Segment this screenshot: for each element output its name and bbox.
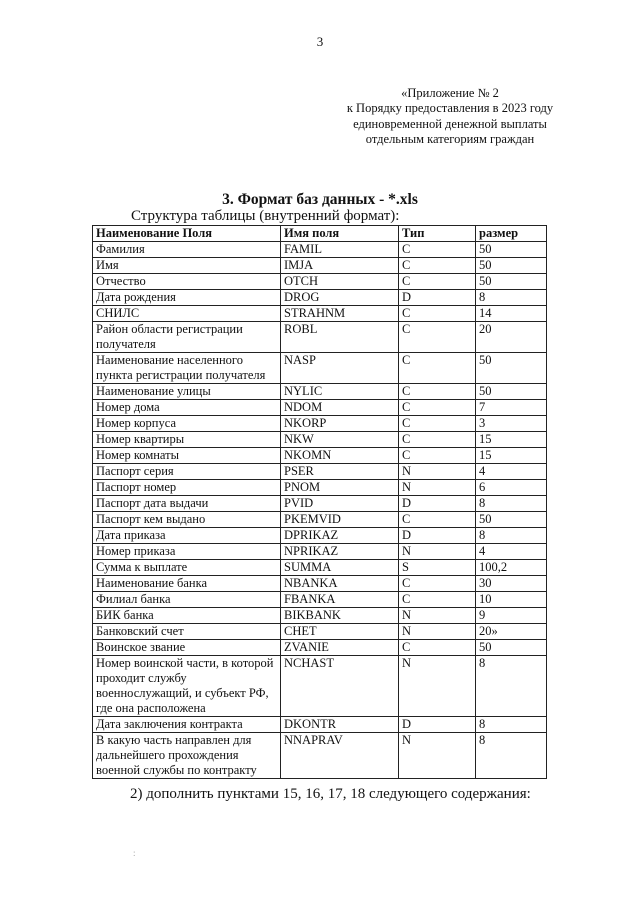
cell-field-id: NASP (281, 353, 399, 384)
cell-field-name: БИК банка (93, 608, 281, 624)
table-row (93, 353, 547, 384)
annex-line: единовременной денежной выплаты (353, 116, 547, 131)
table-row (93, 432, 547, 448)
cell-field-name: Наименование банка (93, 576, 281, 592)
table-row (93, 717, 547, 733)
cell-size: 15 (476, 432, 547, 448)
table-row (93, 640, 547, 656)
cell-field-id: IMJA (281, 258, 399, 274)
cell-field-id: NBANKA (281, 576, 399, 592)
cell-field-name: Наименование населенного пункта регистрации получателя (93, 353, 281, 384)
annex-header (330, 86, 570, 147)
table-row (93, 560, 547, 576)
cell-field-id: DKONTR (281, 717, 399, 733)
cell-field-id: NCHAST (281, 656, 399, 717)
cell-field-id: NKORP (281, 416, 399, 432)
cell-field-name: Номер дома (93, 400, 281, 416)
table-row (93, 242, 547, 258)
cell-size: 6 (476, 480, 547, 496)
cell-field-id: NDOM (281, 400, 399, 416)
cell-type: C (399, 400, 476, 416)
cell-size: 8 (476, 528, 547, 544)
cell-field-name: Паспорт серия (93, 464, 281, 480)
table-row (93, 608, 547, 624)
cell-size: 50 (476, 258, 547, 274)
cell-size: 14 (476, 306, 547, 322)
table-row (93, 512, 547, 528)
cell-field-name: Наименование улицы (93, 384, 281, 400)
cell-field-id: FAMIL (281, 242, 399, 258)
cell-type: C (399, 416, 476, 432)
table-row (93, 322, 547, 353)
cell-field-name: Воинское звание (93, 640, 281, 656)
cell-field-id: NKW (281, 432, 399, 448)
cell-size: 4 (476, 464, 547, 480)
cell-size: 7 (476, 400, 547, 416)
page-number: 3 (316, 34, 324, 49)
cell-type: C (399, 384, 476, 400)
cell-field-name: Район области регистрации получателя (93, 322, 281, 353)
cell-size: 50 (476, 274, 547, 290)
cell-size: 20 (476, 322, 547, 353)
cell-field-id: PKEMVID (281, 512, 399, 528)
cell-field-name: Дата приказа (93, 528, 281, 544)
cell-type: C (399, 274, 476, 290)
cell-field-id: PVID (281, 496, 399, 512)
table-subtitle: Структура таблицы (внутренний формат): (131, 208, 400, 224)
cell-field-name: Паспорт дата выдачи (93, 496, 281, 512)
cell-type: C (399, 242, 476, 258)
cell-field-name: Номер корпуса (93, 416, 281, 432)
cell-size: 8 (476, 290, 547, 306)
table-row (93, 624, 547, 640)
cell-type: C (399, 306, 476, 322)
table-row (93, 656, 547, 717)
amendment-text: 2) дополнить пунктами 15, 16, 17, 18 следующего содержания: (130, 786, 531, 802)
cell-field-id: OTCH (281, 274, 399, 290)
table-row (93, 576, 547, 592)
cell-field-name: Фамилия (93, 242, 281, 258)
annex-line: к Порядку предоставления в 2023 году (346, 101, 554, 116)
cell-type: N (399, 464, 476, 480)
cell-type: N (399, 608, 476, 624)
cell-field-id: NKOMN (281, 448, 399, 464)
header-field-id: Имя поля (281, 226, 399, 242)
table-row (93, 258, 547, 274)
cell-type: N (399, 624, 476, 640)
table-row (93, 544, 547, 560)
cell-type: C (399, 640, 476, 656)
cell-field-name: Филиал банка (93, 592, 281, 608)
cell-size: 50 (476, 640, 547, 656)
cell-type: C (399, 448, 476, 464)
cell-size: 8 (476, 717, 547, 733)
table-row (93, 306, 547, 322)
cell-type: D (399, 496, 476, 512)
table-row (93, 290, 547, 306)
annex-line: отдельным категориям граждан (365, 131, 535, 146)
cell-type: C (399, 353, 476, 384)
cell-field-id: FBANKA (281, 592, 399, 608)
database-format-table (92, 225, 547, 779)
cell-size: 8 (476, 733, 547, 779)
cell-field-name: СНИЛС (93, 306, 281, 322)
table-row (93, 464, 547, 480)
cell-type: C (399, 512, 476, 528)
cell-size: 9 (476, 608, 547, 624)
cell-field-name: Номер воинской части, в которой проходит службу военнослужащий, и субъект РФ, где она расположена (93, 656, 281, 717)
table-row (93, 733, 547, 779)
cell-field-id: BIKBANK (281, 608, 399, 624)
cell-field-name: Номер комнаты (93, 448, 281, 464)
cell-size: 8 (476, 496, 547, 512)
cell-field-id: SUMMA (281, 560, 399, 576)
cell-field-id: CHET (281, 624, 399, 640)
cell-field-name: Дата рождения (93, 290, 281, 306)
cell-field-id: ZVANIE (281, 640, 399, 656)
cell-field-id: NYLIC (281, 384, 399, 400)
table-row (93, 480, 547, 496)
table-row (93, 384, 547, 400)
cell-field-name: Паспорт номер (93, 480, 281, 496)
cell-type: C (399, 432, 476, 448)
annex-line: «Приложение № 2 (401, 86, 499, 100)
cell-field-name: Отчество (93, 274, 281, 290)
cell-field-id: NNAPRAV (281, 733, 399, 779)
cell-field-id: STRAHNM (281, 306, 399, 322)
cell-field-id: DROG (281, 290, 399, 306)
cell-field-name: Дата заключения контракта (93, 717, 281, 733)
header-size: размер (476, 226, 547, 242)
cell-size: 50 (476, 242, 547, 258)
table-row (93, 448, 547, 464)
cell-size: 3 (476, 416, 547, 432)
cell-type: C (399, 592, 476, 608)
cell-size: 100,2 (476, 560, 547, 576)
header-type: Тип (399, 226, 476, 242)
cell-type: D (399, 717, 476, 733)
cell-field-name: Номер квартиры (93, 432, 281, 448)
cell-field-name: Банковский счет (93, 624, 281, 640)
cell-type: D (399, 290, 476, 306)
cell-type: N (399, 480, 476, 496)
cell-size: 20» (476, 624, 547, 640)
table-row (93, 528, 547, 544)
cell-field-id: NPRIKAZ (281, 544, 399, 560)
scan-mark: : (133, 848, 136, 858)
table-row (93, 496, 547, 512)
cell-size: 50 (476, 353, 547, 384)
table-row (93, 592, 547, 608)
cell-field-name: Сумма к выплате (93, 560, 281, 576)
cell-field-id: PNOM (281, 480, 399, 496)
header-field-name: Наименование Поля (93, 226, 281, 242)
cell-field-name: Номер приказа (93, 544, 281, 560)
cell-size: 15 (476, 448, 547, 464)
cell-type: S (399, 560, 476, 576)
cell-type: D (399, 528, 476, 544)
cell-type: N (399, 656, 476, 717)
cell-type: N (399, 733, 476, 779)
table-row (93, 416, 547, 432)
cell-field-id: ROBL (281, 322, 399, 353)
table-header-row (93, 226, 547, 242)
table-row (93, 274, 547, 290)
section-title: 3. Формат баз данных - *.xls (222, 191, 418, 208)
cell-type: C (399, 322, 476, 353)
table-row (93, 400, 547, 416)
cell-type: C (399, 576, 476, 592)
cell-field-id: DPRIKAZ (281, 528, 399, 544)
cell-type: N (399, 544, 476, 560)
table-body (93, 242, 547, 779)
cell-size: 10 (476, 592, 547, 608)
cell-field-name: В какую часть направлен для дальнейшего прохождения военной службы по контракту (93, 733, 281, 779)
cell-size: 30 (476, 576, 547, 592)
cell-field-name: Имя (93, 258, 281, 274)
cell-size: 4 (476, 544, 547, 560)
cell-field-name: Паспорт кем выдано (93, 512, 281, 528)
cell-size: 50 (476, 512, 547, 528)
cell-field-id: PSER (281, 464, 399, 480)
cell-size: 8 (476, 656, 547, 717)
cell-type: C (399, 258, 476, 274)
cell-size: 50 (476, 384, 547, 400)
